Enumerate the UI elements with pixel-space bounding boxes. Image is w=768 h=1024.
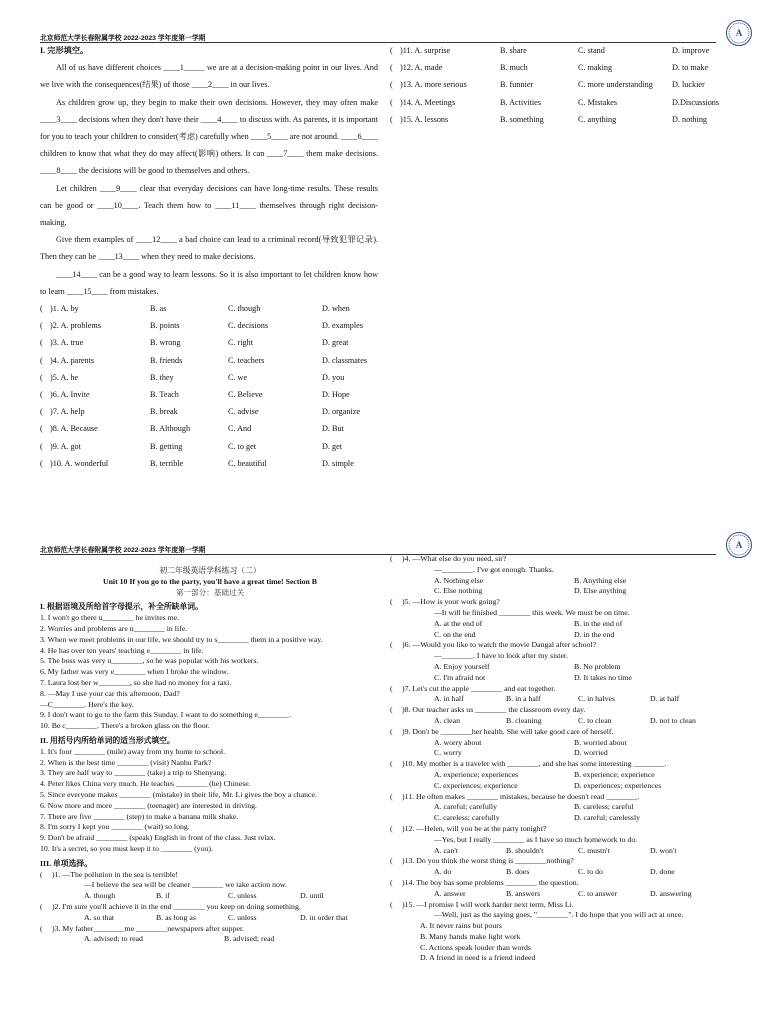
word-form-item: 8. I'm sorry I kept you ________ (wait) so long.	[40, 822, 190, 832]
option-a: )5. A. he	[50, 372, 79, 382]
question-list	[40, 300, 378, 472]
option: C. worry	[434, 748, 462, 758]
option-b: B. getting	[150, 441, 183, 451]
options-row	[390, 586, 736, 597]
question-row	[390, 59, 730, 76]
word-form-item: 9. Don't be afraid ________ (speak) English in front of the class. Just relax.	[40, 833, 276, 843]
cloze-paragraph: Let children ____9____ clear that everyday decisions can have long-time results. These results can be good or ____10____. Teach them how to ____11____ themselves through right decision-making.	[40, 183, 378, 228]
option-c: C. Believe	[228, 390, 263, 400]
fill-blank-item: 1. I won't go there u________ he invites me.	[40, 613, 180, 623]
cloze-paragraph: All of us have different choices ____1_____ we are at a decision-making point in our lives. And we live with the consequences(结果) of those ____2____ in our lives.	[40, 63, 378, 90]
question-row	[390, 111, 730, 128]
svg-text:A: A	[735, 28, 743, 38]
option: B. in the end of	[574, 618, 623, 628]
options-row	[390, 802, 736, 813]
mc-question	[390, 597, 736, 608]
question-text: )9. Don't be ________her health. She will take good care of herself.	[402, 726, 614, 736]
answer-bracket: (	[390, 823, 393, 833]
question-row	[40, 420, 378, 437]
spacer	[390, 576, 434, 587]
options-row	[390, 673, 736, 684]
mc-question	[40, 870, 380, 881]
spacer	[40, 913, 84, 924]
question-row	[40, 369, 378, 386]
section-1-items	[40, 613, 380, 732]
spacer	[390, 781, 434, 792]
option: B. cleaning	[506, 715, 542, 725]
answer-bracket: (	[40, 407, 43, 417]
mc-question	[390, 759, 736, 770]
fill-blank-item: 7. Laura lost her w________, so she had no money for a taxi.	[40, 677, 232, 687]
options-row	[390, 748, 736, 759]
option: D. until	[300, 891, 324, 901]
question-text: )14. The boy has some problems ________ the question.	[402, 877, 579, 887]
spacer	[390, 813, 434, 824]
word-form-item: 6. Now more and more ________ (teenager) are interested in driving.	[40, 800, 257, 810]
option: A. so that	[84, 912, 115, 922]
part-subtitle: 第一部分：基础过关	[175, 587, 245, 597]
answer-bracket: (	[40, 338, 43, 348]
option-a: )11. A. surprise	[400, 46, 451, 55]
question-row	[40, 386, 378, 403]
fill-blank-item: 4. He has over ten years' teaching e________ in life.	[40, 645, 204, 655]
option-a: )8. A. Because	[50, 424, 98, 434]
answer-bracket: (	[390, 640, 393, 650]
answer-bracket: (	[390, 554, 393, 563]
option-a: )9. A. got	[50, 441, 81, 451]
option: B. shouldn't	[506, 845, 544, 855]
spacer	[390, 716, 434, 727]
option: A. careful; carefully	[434, 802, 497, 812]
question-row	[40, 352, 378, 369]
option-b: B. as	[150, 304, 167, 314]
answer-bracket: (	[40, 321, 43, 331]
option: A. do	[434, 867, 452, 877]
option: C. Actions speak louder than words	[420, 942, 531, 952]
option-d: D. you	[322, 372, 345, 382]
answer-bracket: (	[390, 683, 393, 693]
question-text: )11. He often makes ________ mistakes, because he doesn't read ________.	[402, 791, 640, 801]
word-form-item: 2. When is the best time ________ (visit) Nanhu Park?	[40, 757, 212, 767]
options-row	[390, 738, 736, 749]
spacer	[390, 694, 434, 705]
option: C. unless	[228, 912, 257, 922]
spacer	[390, 586, 434, 597]
option: D. won't	[650, 845, 677, 855]
option: D. It takes no time	[574, 672, 632, 682]
options-row	[390, 813, 736, 824]
option: D. not to clean	[650, 715, 696, 725]
cloze-section	[40, 42, 378, 472]
fill-blank-item: —C________. Here's the key.	[40, 699, 134, 709]
mc-question	[40, 924, 380, 935]
mc-question	[390, 856, 736, 867]
options-row	[390, 770, 736, 781]
option: B. No problem	[574, 661, 621, 671]
option-d: D. nothing	[672, 114, 708, 124]
question-text-cont: —It will be finished ________ this week. We must be on time.	[434, 607, 630, 617]
cloze-paragraph: ____14____ can be a good way to learn lessons. So it is also important to let children know how to learn ____15____ from mistakes.	[40, 269, 378, 296]
option-a: )6. A. Invite	[50, 390, 90, 400]
spacer	[390, 673, 434, 684]
option: B. does	[506, 867, 530, 877]
option: A. Enjoy yourself	[434, 661, 490, 671]
spacer	[40, 891, 84, 902]
question-text: )7. Let's cut the apple ________ and eat together.	[402, 683, 556, 693]
options-row	[390, 846, 736, 857]
option: C. to do	[578, 867, 603, 877]
option-b: B. something	[500, 114, 544, 124]
option-c: C. advise	[228, 407, 259, 417]
question-row	[40, 334, 378, 351]
answer-bracket: (	[390, 877, 393, 887]
spacer	[390, 867, 434, 878]
mc-question	[40, 902, 380, 913]
question-text: )4. —What else do you need, sir?	[402, 554, 507, 563]
question-row	[390, 94, 730, 111]
option-d: D. examples	[322, 321, 363, 331]
spacer	[390, 662, 434, 673]
option-d: D. But	[322, 424, 344, 434]
answer-bracket: (	[40, 441, 43, 451]
answer-bracket: (	[390, 856, 393, 866]
option: B. advised; read	[224, 934, 275, 944]
answer-bracket: (	[40, 458, 43, 468]
option-a: )10. A. wonderful	[50, 458, 109, 468]
option: B. as long as	[156, 912, 196, 922]
option-c: C. beautiful	[228, 458, 267, 468]
option: A. clean	[434, 715, 460, 725]
option-d: D. Hope	[322, 390, 350, 400]
option-a: )15. A. lessons	[400, 114, 449, 124]
option: D. careful; carelessly	[574, 813, 641, 823]
options-row	[390, 694, 736, 705]
section-3-title: III. 单项选择。	[40, 858, 92, 868]
option: C. in halves	[578, 694, 616, 704]
option-b: B. points	[150, 321, 180, 331]
options-row	[390, 716, 736, 727]
option: D. answering	[650, 888, 692, 898]
answer-bracket: (	[390, 759, 393, 769]
question-text: )12. —Helen, will you be at the party tonight?	[402, 823, 547, 833]
option-b: B. break	[150, 407, 178, 417]
option: C. Else nothing	[434, 586, 483, 596]
question-text: )1. —The pollution in the sea is terrible!	[52, 869, 179, 879]
option: A. answer	[434, 888, 466, 898]
section-title: I. 完形填空。	[40, 46, 89, 55]
option-a: )4. A. parents	[50, 355, 95, 365]
word-form-item: 1. It's four ________ (mile) away from my home to school.	[40, 746, 226, 756]
question-text: )6. —Would you like to watch the movie Dangal after school?	[402, 640, 597, 650]
answer-bracket: (	[390, 726, 393, 736]
option-d: D. to make	[672, 63, 709, 73]
option-b: B. friends	[150, 355, 183, 365]
option: C. on the end	[434, 629, 476, 639]
option-a: )3. A. true	[50, 338, 84, 348]
answer-bracket: (	[40, 424, 43, 434]
fill-blank-item: 9. I don't want to go to the farm this Sunday. I want to do something e________.	[40, 710, 292, 720]
option-b: B. share	[500, 46, 527, 55]
answer-bracket: (	[390, 97, 393, 107]
question-text: )8. Our teacher asks us ________ the classroom every day.	[402, 705, 586, 715]
options-row	[40, 891, 380, 902]
section-2-items	[40, 747, 380, 855]
option-c: C. we	[228, 372, 248, 382]
options-row	[390, 576, 736, 587]
spacer	[390, 802, 434, 813]
option-d: D.Discussions	[672, 97, 720, 107]
mc-question	[390, 640, 736, 651]
option: B. Anything else	[574, 575, 627, 585]
school-header: 北京师范大学长春附属学校 2022-2023 学年度第一学期	[40, 547, 206, 554]
options-row	[390, 619, 736, 630]
answer-bracket: (	[390, 791, 393, 801]
mc-question	[390, 900, 736, 911]
spacer	[390, 889, 434, 900]
word-form-item: 5. Since everyone makes ________ (mistake) in their life, Mr. Li gives the boy a chance.	[40, 789, 317, 799]
question-text: )10. My mother is a traveler with ________, and she has some interesting ________.	[402, 759, 667, 769]
option: D. worried	[574, 748, 608, 758]
option-b: B. Activities	[500, 97, 541, 107]
answer-bracket: (	[40, 355, 43, 365]
spacer	[390, 738, 434, 749]
option: B. careless; careful	[574, 802, 634, 812]
section-1-title: I. 根据语境及所给首字母提示，补全所缺单词。	[40, 602, 203, 612]
option-d: D. luckier	[672, 80, 705, 90]
answer-bracket: (	[390, 597, 393, 607]
options-row	[40, 913, 380, 924]
option-d: D. classmates	[322, 355, 368, 365]
option-d: D. when	[322, 304, 350, 314]
options-row	[40, 934, 380, 945]
answer-bracket: (	[390, 46, 393, 55]
option-c: C. more understanding	[578, 80, 653, 90]
option-d: D. simple	[322, 458, 354, 468]
option: A. at the end of	[434, 618, 483, 628]
option-b: B. they	[150, 372, 174, 382]
mc-question	[390, 705, 736, 716]
option-c: C. teachers	[228, 355, 265, 365]
option: C. to clean	[578, 715, 612, 725]
option: A. It never rains but pours	[420, 921, 502, 931]
question-row	[40, 300, 378, 317]
option-a: )1. A. by	[50, 304, 79, 314]
question-text-cont: —________. I've got enough. Thanks.	[434, 564, 554, 574]
option-a: )12. A. made	[400, 63, 443, 73]
right-column	[390, 554, 736, 964]
option: A. advised; to read	[84, 934, 143, 944]
answer-bracket: (	[40, 923, 43, 933]
options-row	[390, 889, 736, 900]
mc-question	[390, 824, 736, 835]
option: A. worry about	[434, 737, 482, 747]
option-c: C. though	[228, 304, 261, 314]
answer-bracket: (	[40, 372, 43, 382]
question-row	[390, 76, 730, 93]
page-2	[0, 512, 768, 1024]
option-d: D. great	[322, 338, 349, 348]
spacer	[390, 770, 434, 781]
section-3-left-items	[40, 870, 380, 946]
option: A. can't	[434, 845, 458, 855]
option-c: C. to get	[228, 441, 256, 451]
option: B. experience; experience	[574, 769, 655, 779]
question-list-right	[390, 42, 730, 128]
options-row	[390, 662, 736, 673]
question-text-cont: —Well, just as the saying goes, "________". I do hope that you will act at once.	[434, 910, 684, 920]
section-2-title: II. 用括号内所给单词的适当形式填空。	[40, 735, 175, 745]
question-text: )2. I'm sure you'll achieve it in the end ________ you keep on doing something.	[52, 901, 301, 911]
option-b: B. Although	[150, 424, 191, 434]
options-row	[390, 781, 736, 792]
fill-blank-item: 6. My father was very e________ when I broke the window.	[40, 667, 229, 677]
answer-bracket: (	[390, 63, 393, 73]
option-b: B. funnier	[500, 80, 534, 90]
answer-bracket: (	[390, 80, 393, 90]
svg-text:A: A	[735, 540, 743, 550]
option: B. in a half	[506, 694, 541, 704]
mc-question	[390, 684, 736, 695]
spacer	[390, 630, 434, 641]
option: D. at half	[650, 694, 680, 704]
answer-bracket: (	[390, 705, 393, 715]
option-c: C. And	[228, 424, 252, 434]
option-b: B. terrible	[150, 458, 184, 468]
question-text-cont: —I believe the sea will be cleaner ________ we take action now.	[84, 880, 288, 890]
answer-bracket: (	[40, 304, 43, 314]
question-row	[390, 42, 730, 59]
option-c: C. right	[228, 338, 254, 348]
fill-blank-item: 5. The boss was very u________, so he was popular with his workers.	[40, 656, 259, 666]
option: D. Else anything	[574, 586, 627, 596]
option: B. answers	[506, 888, 541, 898]
option: C. I'm afraid not	[434, 672, 486, 682]
option: C. careless; carefully	[434, 813, 500, 823]
options-row	[390, 867, 736, 878]
mc-question	[390, 727, 736, 738]
option-a: )13. A. more serious	[400, 80, 467, 90]
school-header: 北京师范大学长春附属学校 2022-2023 学年度第一学期	[40, 35, 206, 42]
option: D. in the end	[574, 629, 615, 639]
word-form-item: 7. There are five ________ (step) to make a banana milk shake.	[40, 811, 239, 821]
option: A. though	[84, 891, 116, 901]
unit-title: Unit 10 If you go to the party, you'll have a great time! Section B	[102, 576, 318, 586]
option-c: C. making	[578, 63, 613, 73]
option: C. unless	[228, 891, 257, 901]
word-form-item: 4. Peter likes China very much. He teaches ________ (he) Chinese.	[40, 779, 251, 789]
spacer	[40, 934, 84, 945]
left-column	[40, 554, 380, 945]
option: D. in order that	[300, 912, 348, 922]
option: C. to answer	[578, 888, 618, 898]
option-a: )7. A. help	[50, 407, 85, 417]
option: B. worried about	[574, 737, 627, 747]
option-d: D. improve	[672, 46, 710, 55]
question-text: )13. Do you think the worst thing is ________nothing?	[402, 856, 574, 866]
word-form-item: 10. It's a secret, so you must keep it to ________ (you).	[40, 843, 213, 853]
option: B. if	[156, 891, 170, 901]
option-c: C. anything	[578, 114, 617, 124]
option: A. experience; experiences	[434, 769, 519, 779]
cloze-paragraph: Give them examples of ____12____ a bad choice can lead to a criminal record(导致犯罪记录). Then they can be ____13____ when they need to make decisions.	[40, 235, 378, 262]
option-a: )2. A. problems	[50, 321, 101, 331]
answer-bracket: (	[390, 899, 393, 909]
option-c: C. decisions	[228, 321, 269, 331]
question-text: )15. —I promise I will work harder next term, Miss Li.	[402, 899, 574, 909]
option: D. done	[650, 867, 675, 877]
question-row	[40, 455, 378, 472]
answer-bracket: (	[40, 901, 43, 911]
option-b: B. Teach	[150, 390, 179, 400]
mc-question	[390, 878, 736, 889]
option: D. A friend in need is a friend indeed	[420, 953, 536, 963]
cloze-paragraph: As children grow up, they begin to make their own decisions. However, they may often make ____3____ decisions when they don't have their ____4____ to discuss with. As parents, it is important for you to teach your children to consider(考虑) carefully when ____5____ are not around. ____6____ children to know that what they do may affect(影响) others. It can ____7____ them make decisions. ____8____ the decisions will be good to themselves and others.	[40, 97, 378, 176]
answer-bracket: (	[40, 390, 43, 400]
fill-blank-item: 2. Worries and problems are n________ in life.	[40, 623, 188, 633]
question-text-cont: —________. I have to look after my sister.	[434, 651, 569, 661]
question-row	[40, 317, 378, 334]
spacer	[390, 748, 434, 759]
spacer	[390, 846, 434, 857]
option-d: D. get	[322, 441, 343, 451]
worksheet-title: 初二年级英语学科练习（二）	[159, 566, 261, 575]
fill-blank-item: 8. —May I use your car this afternoon, Dad?	[40, 688, 180, 698]
option-b: B. wrong	[150, 338, 181, 348]
option: C. mustn't	[578, 845, 610, 855]
question-text: )5. —How is your work going?	[402, 597, 500, 607]
option: B. Many hands make light work	[420, 931, 521, 941]
mc-question	[390, 554, 736, 565]
option-d: D. organize	[322, 407, 361, 417]
answer-bracket: (	[390, 114, 393, 124]
mc-question	[390, 792, 736, 803]
option-a: )14. A. Meetings	[400, 97, 456, 107]
fill-blank-item: 10. Be c________. There's a broken glass on the floor.	[40, 721, 210, 731]
options-row	[390, 630, 736, 641]
answer-bracket: (	[40, 869, 43, 879]
fill-blank-item: 3. When we meet problems in our life, we should try to s________ them in a positive way.	[40, 634, 323, 644]
question-text: )3. My father________me ________newspapers after supper.	[52, 923, 245, 933]
word-form-item: 3. They are half way to ________ (take) a trip to Shenyang.	[40, 768, 227, 778]
option: A. in half	[434, 694, 464, 704]
option-b: B. much	[500, 63, 528, 73]
option: A. Nothing else	[434, 575, 484, 585]
option-c: C. stand	[578, 46, 605, 55]
question-row	[40, 403, 378, 420]
spacer	[390, 619, 434, 630]
option: D. experiences; experiences	[574, 780, 662, 790]
question-text-cont: —Yes, but I really ________ as I have so much homework to do.	[434, 834, 638, 844]
question-row	[40, 438, 378, 455]
option: C. experiences; experience	[434, 780, 518, 790]
option-c: C. Mistakes	[578, 97, 618, 107]
